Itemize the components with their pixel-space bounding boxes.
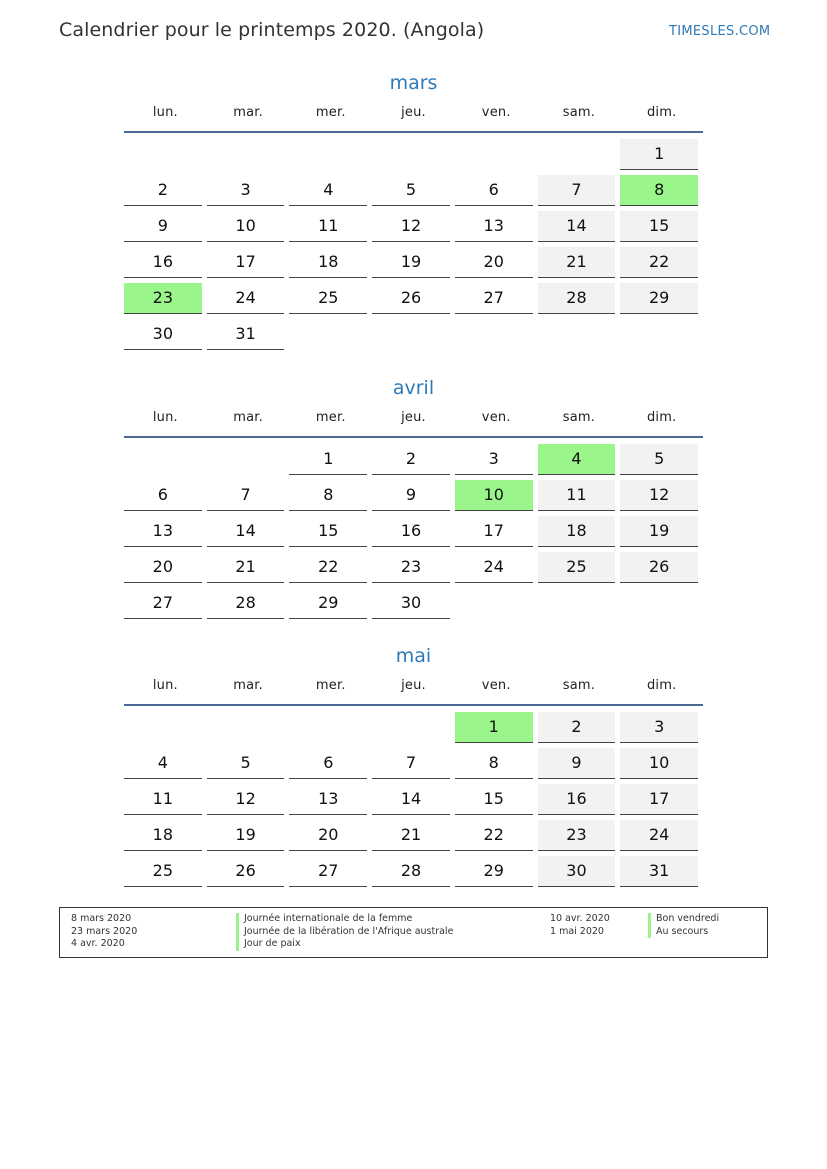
day-cell xyxy=(538,209,621,245)
weekday-label: dim. xyxy=(646,678,677,693)
day-cell xyxy=(538,137,621,173)
day-cell xyxy=(455,710,538,746)
day-cell xyxy=(620,478,703,514)
calendar-day: 31 xyxy=(620,856,698,887)
holiday-day: 1 xyxy=(455,712,533,743)
legend-holiday-name: Jour de paix xyxy=(236,938,453,951)
legend-date: 4 avr. 2020 xyxy=(71,938,125,949)
day-cell xyxy=(455,818,538,854)
weeks-grid xyxy=(124,442,703,622)
calendar-day: 9 xyxy=(372,480,450,511)
day-cell xyxy=(207,317,290,353)
calendar-day: 26 xyxy=(372,283,450,314)
day-cell xyxy=(289,782,372,818)
calendar-day: 29 xyxy=(620,283,698,314)
day-cell xyxy=(455,550,538,586)
legend-holiday-name: Journée de la libération de l'Afrique australe xyxy=(236,926,453,939)
calendar-day: 31 xyxy=(207,319,285,350)
day-cell xyxy=(124,782,207,818)
calendar-day: 8 xyxy=(289,480,367,511)
day-cell xyxy=(620,514,703,550)
day-cell xyxy=(124,514,207,550)
calendar-day: 15 xyxy=(289,516,367,547)
page-title: Calendrier pour le printemps 2020. (Angola) xyxy=(59,19,485,41)
week-row xyxy=(124,746,703,782)
calendar-day: 1 xyxy=(289,444,367,475)
week-row xyxy=(124,818,703,854)
weekday-label: lun. xyxy=(152,105,178,120)
holiday-day: 10 xyxy=(455,480,533,511)
calendar-day: 24 xyxy=(620,820,698,851)
calendar-day: 2 xyxy=(372,444,450,475)
day-cell xyxy=(124,854,207,890)
weekday-label: ven. xyxy=(481,678,511,693)
day-cell xyxy=(538,854,621,890)
header-rule xyxy=(124,436,703,438)
day-cell xyxy=(207,854,290,890)
calendar-day: 3 xyxy=(620,712,698,743)
day-cell xyxy=(289,173,372,209)
day-cell xyxy=(538,710,621,746)
day-cell xyxy=(207,818,290,854)
day-cell xyxy=(455,245,538,281)
day-cell xyxy=(289,746,372,782)
week-row xyxy=(124,854,703,890)
day-cell xyxy=(372,854,455,890)
day-cell xyxy=(207,209,290,245)
month-title: mars xyxy=(389,72,438,94)
calendar-day: 5 xyxy=(620,444,698,475)
day-cell xyxy=(207,782,290,818)
day-cell xyxy=(620,710,703,746)
weekday-header xyxy=(124,668,703,704)
day-cell xyxy=(455,854,538,890)
calendar-day: 19 xyxy=(620,516,698,547)
day-cell xyxy=(372,478,455,514)
calendar-day: 11 xyxy=(289,211,367,242)
legend-date: 8 mars 2020 xyxy=(71,913,132,924)
day-cell xyxy=(538,746,621,782)
day-cell xyxy=(124,245,207,281)
day-cell xyxy=(455,746,538,782)
header-rule xyxy=(124,131,703,133)
legend-dates-left xyxy=(71,913,137,951)
calendar-day: 16 xyxy=(372,516,450,547)
holiday-day: 23 xyxy=(124,283,202,314)
calendar-day: 23 xyxy=(372,552,450,583)
week-row xyxy=(124,245,703,281)
day-cell xyxy=(455,782,538,818)
day-cell xyxy=(538,442,621,478)
calendar-day: 12 xyxy=(372,211,450,242)
weekday-label: mar. xyxy=(233,678,263,693)
calendar-day: 12 xyxy=(207,784,285,815)
day-cell xyxy=(620,245,703,281)
legend-holiday-name: Bon vendredi xyxy=(648,913,719,926)
calendar-day: 21 xyxy=(207,552,285,583)
weekday-label: ven. xyxy=(481,410,511,425)
calendar-day: 4 xyxy=(289,175,367,206)
day-cell xyxy=(289,550,372,586)
day-cell xyxy=(620,137,703,173)
day-cell xyxy=(538,173,621,209)
calendar-day: 21 xyxy=(538,247,616,278)
legend-date: 23 mars 2020 xyxy=(71,925,138,937)
day-cell xyxy=(207,586,290,622)
legend-names-left xyxy=(236,913,453,951)
day-cell xyxy=(289,854,372,890)
day-cell xyxy=(124,173,207,209)
day-cell xyxy=(372,137,455,173)
weekday-label: jeu. xyxy=(401,410,426,425)
day-cell xyxy=(372,442,455,478)
day-cell xyxy=(289,818,372,854)
day-cell xyxy=(372,550,455,586)
calendar-day: 20 xyxy=(455,247,533,278)
day-cell xyxy=(538,550,621,586)
weekday-label: mar. xyxy=(233,410,263,425)
day-cell xyxy=(124,710,207,746)
day-cell xyxy=(372,281,455,317)
calendar-day: 16 xyxy=(538,784,616,815)
weekday-label: sam. xyxy=(562,410,596,425)
calendar-day: 29 xyxy=(455,856,533,887)
calendar-day: 12 xyxy=(620,480,698,511)
day-cell xyxy=(455,586,538,622)
day-cell xyxy=(455,281,538,317)
day-cell xyxy=(538,317,621,353)
calendar-day: 30 xyxy=(124,319,202,350)
weekday-label: ven. xyxy=(481,105,511,120)
calendar-day: 26 xyxy=(207,856,285,887)
calendar-day: 21 xyxy=(372,820,450,851)
calendar-day: 17 xyxy=(620,784,698,815)
weekday-label: lun. xyxy=(152,678,178,693)
day-cell xyxy=(124,317,207,353)
weekday-label: dim. xyxy=(646,410,677,425)
calendar-day: 28 xyxy=(207,588,285,619)
day-cell xyxy=(124,746,207,782)
day-cell xyxy=(372,782,455,818)
week-row xyxy=(124,137,703,173)
calendar-day: 27 xyxy=(455,283,533,314)
day-cell xyxy=(620,782,703,818)
day-cell xyxy=(289,514,372,550)
holiday-day: 4 xyxy=(538,444,616,475)
calendar-day: 18 xyxy=(538,516,616,547)
calendar-day: 16 xyxy=(124,247,202,278)
calendar-day: 7 xyxy=(372,748,450,779)
calendar-day: 5 xyxy=(372,175,450,206)
day-cell xyxy=(538,586,621,622)
day-cell xyxy=(207,137,290,173)
day-cell xyxy=(207,281,290,317)
day-cell xyxy=(620,854,703,890)
day-cell xyxy=(207,746,290,782)
day-cell xyxy=(207,245,290,281)
month-mai xyxy=(124,644,703,890)
calendar-day: 28 xyxy=(372,856,450,887)
month-mars xyxy=(124,71,703,353)
calendar-day: 29 xyxy=(289,588,367,619)
weekday-label: jeu. xyxy=(401,105,426,120)
calendar-day: 5 xyxy=(207,748,285,779)
day-cell xyxy=(538,478,621,514)
day-cell xyxy=(289,245,372,281)
calendar-day: 3 xyxy=(455,444,533,475)
calendar-day: 15 xyxy=(455,784,533,815)
calendar-day: 13 xyxy=(289,784,367,815)
day-cell xyxy=(372,710,455,746)
calendar-day: 22 xyxy=(289,552,367,583)
calendar-day: 22 xyxy=(455,820,533,851)
calendar-day: 24 xyxy=(207,283,285,314)
calendar-day: 15 xyxy=(620,211,698,242)
calendar-day: 9 xyxy=(538,748,616,779)
calendar-day: 30 xyxy=(538,856,616,887)
week-row xyxy=(124,586,703,622)
holiday-legend xyxy=(59,907,768,958)
day-cell xyxy=(372,317,455,353)
day-cell xyxy=(455,514,538,550)
day-cell xyxy=(538,782,621,818)
week-row xyxy=(124,514,703,550)
day-cell xyxy=(455,317,538,353)
calendar-day: 25 xyxy=(124,856,202,887)
week-row xyxy=(124,209,703,245)
calendar-day: 20 xyxy=(289,820,367,851)
day-cell xyxy=(124,478,207,514)
legend-dates-right xyxy=(550,913,610,938)
calendar-day: 10 xyxy=(207,211,285,242)
calendar-day: 3 xyxy=(207,175,285,206)
calendar-day: 19 xyxy=(372,247,450,278)
day-cell xyxy=(538,245,621,281)
calendar-day: 7 xyxy=(207,480,285,511)
day-cell xyxy=(620,209,703,245)
calendar-day: 6 xyxy=(289,748,367,779)
weeks-grid xyxy=(124,710,703,890)
day-cell xyxy=(620,317,703,353)
calendar-day: 23 xyxy=(538,820,616,851)
day-cell xyxy=(289,710,372,746)
weeks-grid xyxy=(124,137,703,353)
day-cell xyxy=(289,586,372,622)
day-cell xyxy=(372,173,455,209)
day-cell xyxy=(620,281,703,317)
calendar-day: 1 xyxy=(620,139,698,170)
day-cell xyxy=(124,209,207,245)
calendar-day: 14 xyxy=(538,211,616,242)
calendar-day: 14 xyxy=(372,784,450,815)
day-cell xyxy=(620,586,703,622)
calendar-day: 26 xyxy=(620,552,698,583)
day-cell xyxy=(207,550,290,586)
calendar-day: 17 xyxy=(455,516,533,547)
calendar-day: 28 xyxy=(538,283,616,314)
legend-holiday-name: Au secours xyxy=(648,926,719,939)
day-cell xyxy=(455,173,538,209)
calendar-day: 11 xyxy=(124,784,202,815)
day-cell xyxy=(620,818,703,854)
month-avril xyxy=(124,376,703,622)
calendar-day: 2 xyxy=(124,175,202,206)
calendar-day: 20 xyxy=(124,552,202,583)
day-cell xyxy=(289,281,372,317)
calendar-day: 6 xyxy=(124,480,202,511)
weekday-label: jeu. xyxy=(401,678,426,693)
calendar-day: 13 xyxy=(455,211,533,242)
calendar-day: 10 xyxy=(620,748,698,779)
day-cell xyxy=(289,137,372,173)
day-cell xyxy=(124,818,207,854)
calendar-day: 25 xyxy=(289,283,367,314)
day-cell xyxy=(620,442,703,478)
day-cell xyxy=(124,442,207,478)
calendar-day: 4 xyxy=(124,748,202,779)
calendar-day: 18 xyxy=(124,820,202,851)
week-row xyxy=(124,281,703,317)
day-cell xyxy=(372,746,455,782)
day-cell xyxy=(124,137,207,173)
weekday-header xyxy=(124,95,703,131)
weekday-label: sam. xyxy=(562,105,596,120)
calendar-day: 27 xyxy=(124,588,202,619)
weekday-label: mar. xyxy=(233,105,263,120)
day-cell xyxy=(538,281,621,317)
calendar-day: 19 xyxy=(207,820,285,851)
week-row xyxy=(124,173,703,209)
calendar-day: 17 xyxy=(207,247,285,278)
month-title: mai xyxy=(395,645,432,667)
header-rule xyxy=(124,704,703,706)
day-cell xyxy=(372,818,455,854)
brand-link[interactable]: TIMESLES.COM xyxy=(669,24,771,39)
week-row xyxy=(124,550,703,586)
day-cell xyxy=(455,478,538,514)
day-cell xyxy=(289,442,372,478)
day-cell xyxy=(124,550,207,586)
day-cell xyxy=(207,478,290,514)
month-title: avril xyxy=(392,377,435,399)
day-cell xyxy=(207,710,290,746)
calendar-day: 11 xyxy=(538,480,616,511)
calendar-day: 2 xyxy=(538,712,616,743)
calendar-day: 22 xyxy=(620,247,698,278)
legend-date: 1 mai 2020 xyxy=(550,925,604,937)
day-cell xyxy=(455,209,538,245)
day-cell xyxy=(289,478,372,514)
weekday-label: dim. xyxy=(646,105,677,120)
calendar-day: 30 xyxy=(372,588,450,619)
calendar-day: 8 xyxy=(455,748,533,779)
day-cell xyxy=(538,818,621,854)
day-cell xyxy=(207,442,290,478)
day-cell xyxy=(620,746,703,782)
calendar-day: 13 xyxy=(124,516,202,547)
calendar-day: 7 xyxy=(538,175,616,206)
weekday-label: lun. xyxy=(152,410,178,425)
weekday-label: mer. xyxy=(315,678,346,693)
calendar-day: 6 xyxy=(455,175,533,206)
calendar-day: 14 xyxy=(207,516,285,547)
day-cell xyxy=(207,514,290,550)
calendar-day: 25 xyxy=(538,552,616,583)
weekday-label: mer. xyxy=(315,410,346,425)
day-cell xyxy=(538,514,621,550)
day-cell xyxy=(207,173,290,209)
legend-holiday-name: Journée internationale de la femme xyxy=(236,913,453,926)
calendar-day: 27 xyxy=(289,856,367,887)
legend-names-right xyxy=(648,913,719,938)
day-cell xyxy=(372,586,455,622)
weekday-header xyxy=(124,400,703,436)
day-cell xyxy=(289,209,372,245)
day-cell xyxy=(289,317,372,353)
day-cell xyxy=(372,245,455,281)
day-cell xyxy=(455,137,538,173)
calendar-day: 9 xyxy=(124,211,202,242)
day-cell xyxy=(372,209,455,245)
weekday-label: sam. xyxy=(562,678,596,693)
day-cell xyxy=(372,514,455,550)
week-row xyxy=(124,782,703,818)
weekday-label: mer. xyxy=(315,105,346,120)
week-row xyxy=(124,710,703,746)
day-cell xyxy=(124,281,207,317)
day-cell xyxy=(620,550,703,586)
holiday-day: 8 xyxy=(620,175,698,206)
week-row xyxy=(124,478,703,514)
day-cell xyxy=(620,173,703,209)
calendar-day: 24 xyxy=(455,552,533,583)
day-cell xyxy=(455,442,538,478)
day-cell xyxy=(124,586,207,622)
calendar-day: 18 xyxy=(289,247,367,278)
legend-date: 10 avr. 2020 xyxy=(550,913,610,924)
week-row xyxy=(124,442,703,478)
week-row xyxy=(124,317,703,353)
